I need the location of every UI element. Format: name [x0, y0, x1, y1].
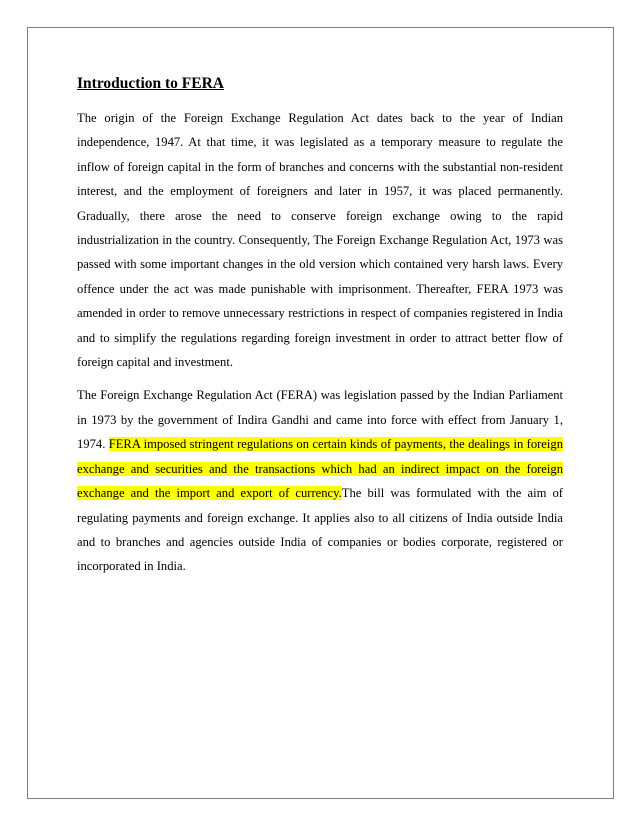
document-body — [77, 74, 563, 588]
paragraph-fera-1973 — [77, 383, 563, 578]
paragraph-origin: The origin of the Foreign Exchange Regulation Act dates back to the year of Indian independence, 1947. At that time, it was legislated as a temporary measure to regulate the inflow of foreign capital in the form of branches and concerns with the substantial non-resident interest, and the employment of foreigners and later in 1957, it was placed permanently. Gradually, there arose the need to conserve foreign exchange owing to the rapid industrialization in the country. Consequently, The Foreign Exchange Regulation Act, 1973 was passed with some important changes in the old version which contained very harsh laws. Every offence under the act was made punishable with imprisonment. Thereafter, FERA 1973 was amended in order to remove unnecessary restrictions in respect of companies registered in India and to simplify the regulations regarding foreign investment in order to attract better flow of foreign capital and investment. — [77, 111, 563, 370]
paragraph-text-after: The bill was formulated with the aim of regulating payments and foreign exchange. It applies also to all citizens of India outside India and to branches and agencies outside India of companies or bodies corporate, registered or incorporated in India. — [77, 486, 563, 574]
section-heading: Introduction to FERA — [77, 75, 224, 92]
paragraph-text-before: The Foreign Exchange Regulation Act (FERA) was legislation passed by the Indian Parliament in 1973 by the government of Indira Gandhi and came into force with effect from January 1, 1974. — [77, 388, 563, 452]
highlighted-text: FERA imposed stringent regulations on certain kinds of payments, the dealings in foreign exchange and securities and the transactions which had an indirect impact on the foreign exchange and the import and export of currency. — [77, 437, 563, 501]
